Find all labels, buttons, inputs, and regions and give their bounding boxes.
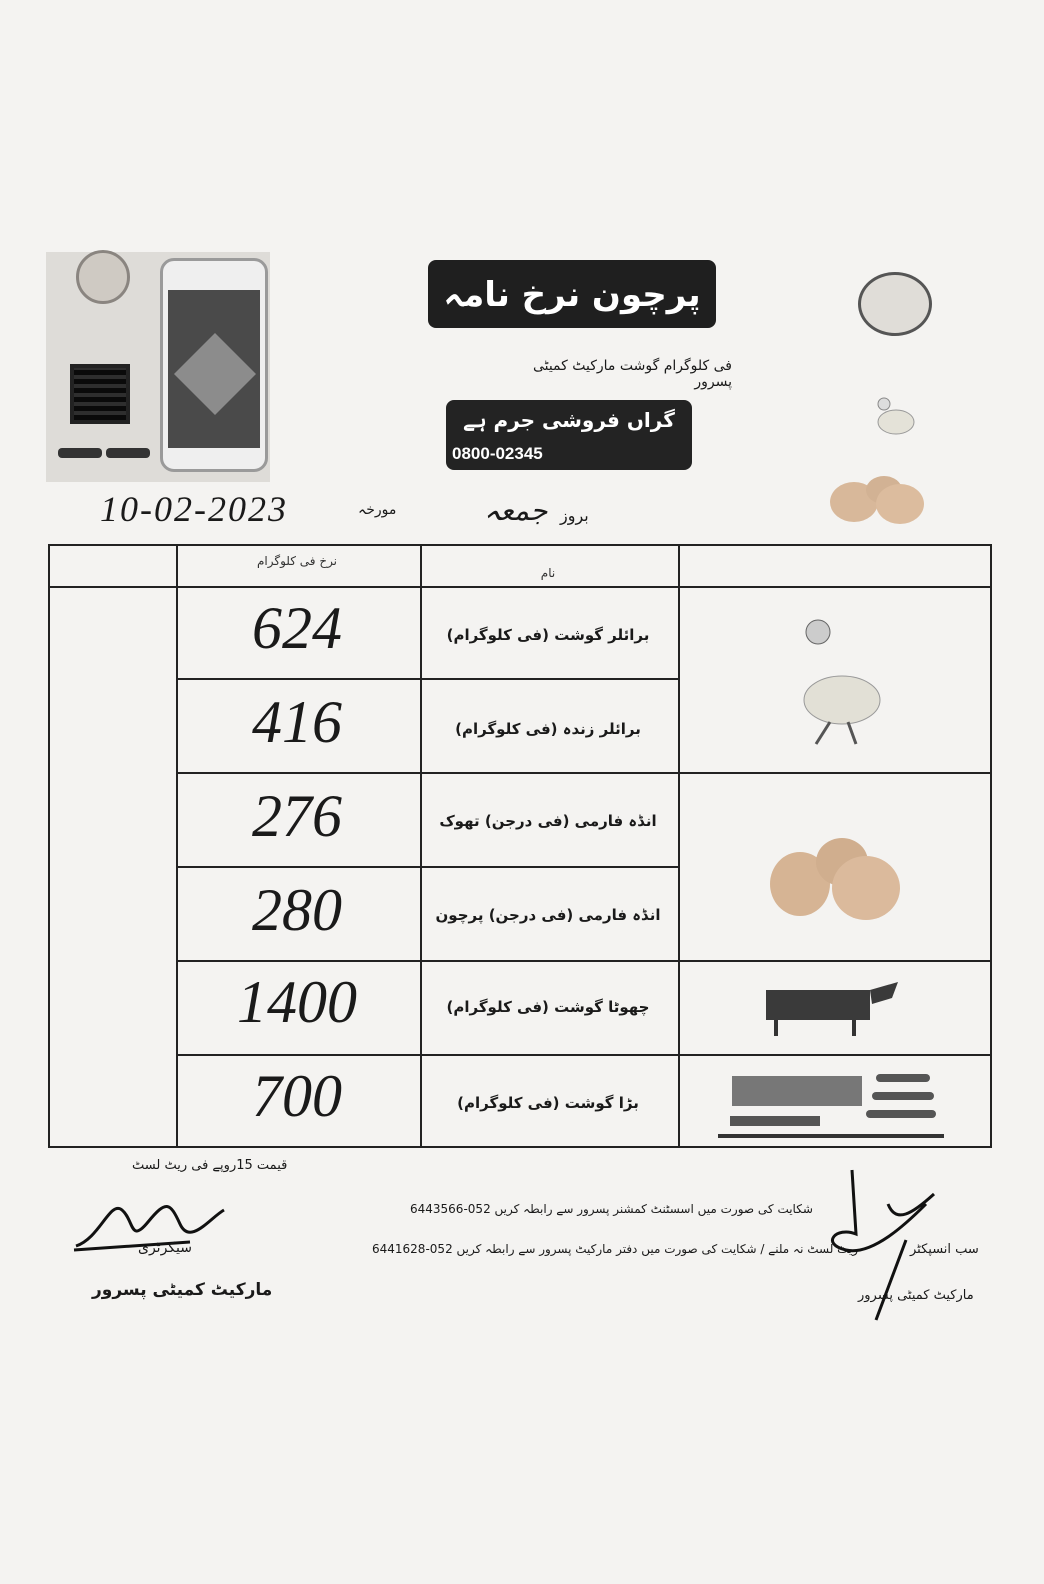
cow-cuts-icon [716, 1066, 948, 1146]
app-store-badge-icon [106, 448, 150, 458]
item-beef: بڑا گوشت (فی کلوگرام) [457, 1094, 639, 1112]
chick-icon [862, 384, 922, 444]
eggs-header-icon [826, 472, 930, 526]
page-title: پرچون نرخ نامہ [428, 260, 716, 328]
sub-inspector-title: سب انسپکٹر [910, 1242, 979, 1257]
market-committee-left: مارکیٹ کمیٹی پسرور [92, 1280, 273, 1300]
eggs-icon [766, 832, 906, 922]
price-mutton: 1400 [237, 969, 357, 1035]
helpline-number: 0800-02345 [452, 444, 543, 463]
item-eggs-wholesale: انڈہ فارمی (فی درجن) تھوک [439, 812, 657, 830]
item-broiler-meat: برائلر گوشت (فی کلوگرام) [446, 626, 650, 644]
date-label: مورخہ [358, 502, 397, 518]
date-value: 10-02-2023 [100, 489, 288, 529]
play-store-badge-icon [58, 448, 102, 458]
rate-header: نرخ فی کلوگرام [256, 554, 338, 568]
price-eggs-wholesale: 276 [252, 783, 342, 849]
complaint-line-1: شکایت کی صورت میں اسسٹنٹ کمشنر پسرور سے رابطہ کریں 052-6443566 [410, 1202, 813, 1216]
government-seal-icon [858, 272, 932, 336]
notice-banner [446, 400, 692, 470]
goat-icon [760, 976, 904, 1038]
item-eggs-retail: انڈہ فارمی (فی درجن) پرچون [435, 906, 661, 924]
fee-note: قیمت 15روپے فی ریٹ لسٹ [132, 1158, 288, 1173]
page-subtitle: فی کلوگرام گوشت مارکیٹ کمیٹی پسرور [532, 358, 732, 390]
chicken-icon [786, 614, 886, 748]
day-value: جمعہ [484, 494, 548, 527]
price-eggs-retail: 280 [252, 877, 342, 943]
price-broiler-meat: 624 [252, 595, 342, 661]
item-broiler-live: برائلر زندہ (فی کلوگرام) [455, 720, 641, 738]
name-header: نام [540, 566, 556, 580]
price-beef: 700 [252, 1063, 342, 1129]
secretary-title: سیکرٹری [138, 1240, 192, 1256]
price-broiler-live: 416 [252, 689, 342, 755]
notice-text: گراں فروشی جرم ہے [463, 408, 675, 432]
day-label: بروز [560, 506, 589, 525]
item-mutton: چھوٹا گوشت (فی کلوگرام) [446, 998, 650, 1016]
market-committee-right: مارکیٹ کمیٹی پسرور [858, 1288, 974, 1303]
complaint-line-2: ریٹ لسٹ نہ ملنے / شکایت کی صورت میں دفتر مارکیٹ پسرور سے رابطہ کریں 052-6441628 [372, 1242, 859, 1256]
punjab-logo-icon [76, 250, 130, 304]
qr-code-icon [70, 364, 130, 424]
